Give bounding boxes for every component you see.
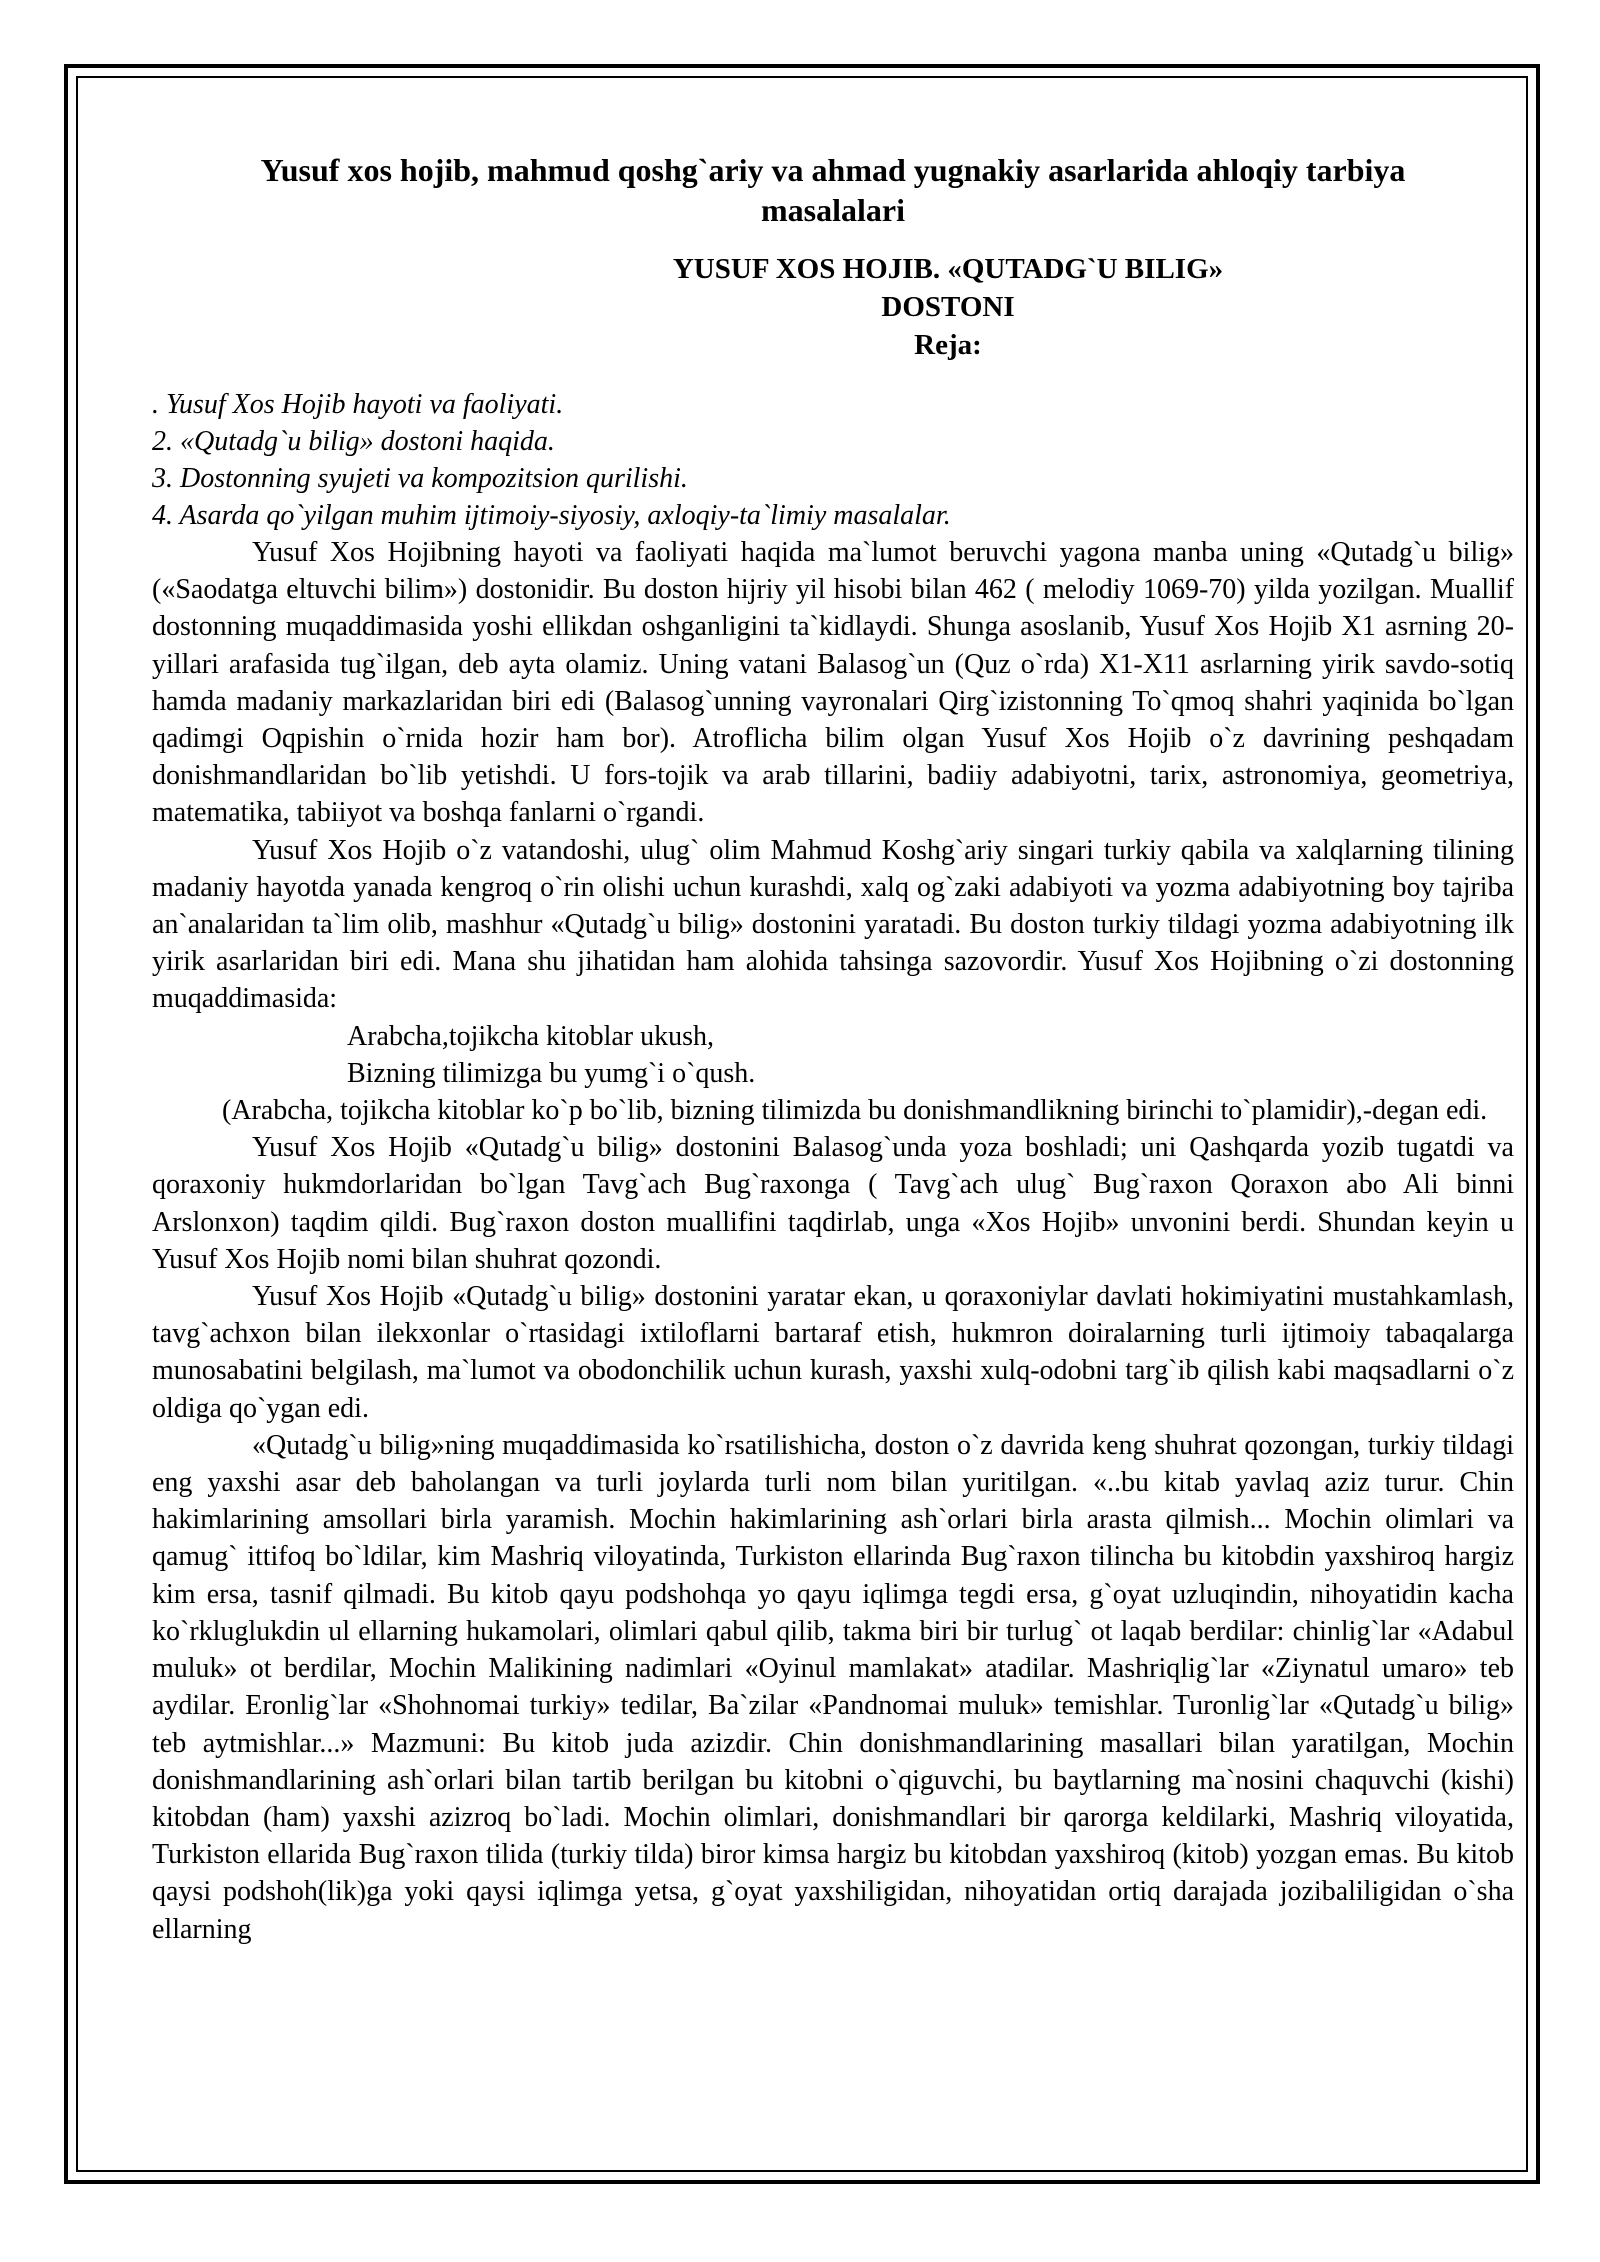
page-content <box>152 150 1514 1948</box>
plan-item: 2. «Qutadg`u bilig» dostoni haqida. <box>152 426 555 457</box>
body-paragraph: Yusuf Xos Hojib «Qutadg`u bilig» dostonini Balasog`unda yoza boshladi; uni Qashqarda yozib tugatdi va qoraxoniy hukmdorlaridan bo`lgan Tavg`ach Bug`raxonga ( Tavg`ach ulug` Bug`raxon Qoraxon abo Ali binni Arslonxon) taqdim qildi. Bug`raxon doston muallifini taqdirlab, unga «Xos Hojib» unvonini berdi. Shundan keyin u Yusuf Xos Hojib nomi bilan shuhrat qozondi. <box>152 1132 1514 1275</box>
section-heading-line-1: YUSUF XOS HOJIB. «QUTADG`U BILIG» <box>672 253 1224 285</box>
verse-line: Bizning tilimizga bu yumg`i o`qush. <box>347 1057 756 1089</box>
plan-label: Reja: <box>914 329 982 361</box>
verse-translation: (Arabcha, tojikcha kitoblar ko`p bo`lib, bizning tilimizda bu donishmandlikning birinchi to`plamidir),-degan edi. <box>222 1095 1488 1127</box>
section-heading <box>152 250 1514 364</box>
verse-line: Arabcha,tojikcha kitoblar ukush, <box>347 1020 715 1052</box>
plan-item: . Yusuf Xos Hojib hayoti va faoliyati. <box>152 389 564 420</box>
document-title: Yusuf xos hojib, mahmud qoshg`ariy va ahmad yugnakiy asarlarida ahloqiy tarbiya masalalari <box>260 152 1406 228</box>
section-heading-line-2: DOSTONI <box>881 291 1015 323</box>
body-paragraph: Yusuf Xos Hojib «Qutadg`u bilig» dostonini yaratar ekan, u qoraxoniylar davlati hokimiyatini mustahkamlash, tavg`achxon bilan ilekxonlar o`rtasidagi ixtiloflarni bartaraf etish, hukmron doiralarning turli ijtimoiy tabaqalarga munosabatini belgilash, ma`lumot va obodonchilik uchun kurash, yaxshi xulq-odobni targ`ib qilish kabi maqsadlarni o`z oldiga qo`ygan edi. <box>152 1281 1514 1424</box>
body-paragraph: Yusuf Xos Hojib o`z vatandoshi, ulug` olim Mahmud Koshg`ariy singari turkiy qabila va xalqlarning tilining madaniy hayotda yanada kengroq o`rin olishi uchun kurashdi, xalq og`zaki adabiyoti va yozma adabiyotning boy tajriba an`analaridan ta`lim olib, mashhur «Qutadg`u bilig» dostonini yaratadi. Bu doston turkiy tildagi yozma adabiyotning ilk yirik asarlaridan biri edi. Mana shu jihatidan ham alohida tahsinga sazovordir. Yusuf Xos Hojibning o`zi dostonning muqaddimasida: <box>152 834 1514 1015</box>
plan-item: 3. Dostonning syujeti va kompozitsion qurilishi. <box>152 463 688 494</box>
body-paragraph: «Qutadg`u bilig»ning muqaddimasida ko`rsatilishicha, doston o`z davrida keng shuhrat qozongan, turkiy tildagi eng yaxshi asar deb baholangan va turli joylarda turli nom bilan yuritilgan. «..bu kitab yavlaq aziz turur. Chin hakimlarining amsollari birla yaramish. Mochin hakimlarining ash`orlari birla arasta qilmish... Mochin olimlari va qamug` ittifoq bo`ldilar, kim Mashriq viloyatinda, Turkiston ellarinda Bug`raxon tilincha bu kitobdin yaxshiroq hargiz kim ersa, tasnif qilmadi. Bu kitob qayu podshohqa yo qayu iqlimga tegdi ersa, g`oyat uzluqindin, nihoyatidin kacha ko`rkluglukdin ul ellarning hukamolari, olimlari qabul qilib, takma biri bir turlug` ot laqab berdilar: chinlig`lar «Adabul muluk» ot berdilar, Mochin Malikining nadimlari «Oyinul mamlakat» atadilar. Mashriqlig`lar «Ziynatul umaro» teb aydilar. Eronlig`lar «Shohnomai turkiy» tedilar, Ba`zilar «Pandnomai muluk» temishlar. Turonlig`lar «Qutadg`u bilig» teb aytmishlar...» Mazmuni: Bu kitob juda azizdir. Chin donishmandlarining masallari bilan yaratilgan, Mochin donishmandlarining ash`orlari bilan tartib berilgan bu kitobni o`qiguvchi, bu baytlarning ma`nosini chaquvchi (kishi) kitobdan (ham) yaxshi azizroq bo`ladi. Mochin olimlari, donishmandlari bir qarorga keldilarki, Mashriq viloyatida, Turkiston ellarida Bug`raxon tilida (turkiy tilda) biror kimsa hargiz bu kitobdan yaxshiroq (kitob) yozgan emas. Bu kitob qaysi podshoh(lik)ga yoki qaysi iqlimga yetsa, g`oyat yaxshiligidan, nihoyatidan ortiq darajada jozibaliligidan o`sha ellarning <box>152 1429 1514 1945</box>
body-paragraph: Yusuf Xos Hojibning hayoti va faoliyati haqida ma`lumot beruvchi yagona manba uning «Qutadg`u bilig» («Saodatga eltuvchi bilim») dostonidir. Bu doston hijriy yil hisobi bilan 462 ( melodiy 1069-70) yilda yozilgan. Muallif dostonning muqaddimasida yoshi ellikdan oshganligini ta`kidlaydi. Shunga asoslanib, Yusuf Xos Hojib X1 asrning 20-yillari arafasida tug`ilgan, deb ayta olamiz. Uning vatani Balasog`un (Quz o`rda) X1-X11 asrlarning yirik savdo-sotiq hamda madaniy markazlaridan biri edi (Balasog`unning vayronalari Qirg`izistonning To`qmoq shahri yaqinida bo`lgan qadimgi Oqpishin o`rnida hozir ham bor). Atroflicha bilim olgan Yusuf Xos Hojib o`z davrining peshqadam donishmandlaridan bo`lib yetishdi. U fors-tojik va arab tillarini, badiiy adabiyotni, tarix, astronomiya, geometriya, matematika, tabiiyot va boshqa fanlarni o`rgandi. <box>152 537 1514 829</box>
plan-item: 4. Asarda qo`yilgan muhim ijtimoiy-siyosiy, axloqiy-ta`limiy masalalar. <box>152 500 951 531</box>
plan-list <box>152 386 1514 534</box>
